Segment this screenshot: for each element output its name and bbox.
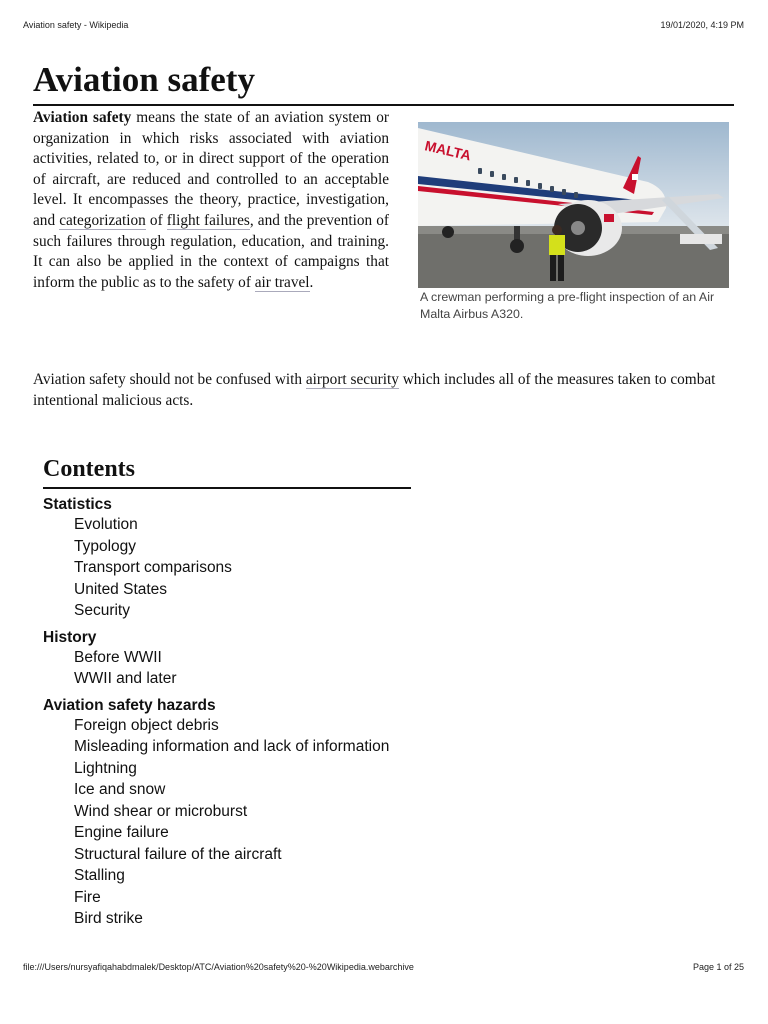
para2-text-2: which includes all of the measures taken to combat intentional malicious acts. [33,371,716,409]
print-footer-path: file:///Users/nursyafiqahabdmalek/Desktop/ATC/Aviation%20safety%20-%20Wikipedia.webarchive [23,962,414,972]
table-of-contents [43,452,411,930]
aircraft-photo[interactable] [418,122,729,288]
toc-heading-hazards[interactable]: Aviation safety hazards [43,696,216,714]
page-title: Aviation safety [33,58,734,106]
lead-text-1: means the state of an aviation system or organization in which risks associated with aviation activities, related to, or in direct support of the operation of aircraft, are reduced and controlled to an acceptable level. It encompasses the theory, practice, investigation, and [33,109,389,229]
toc-item-evolution[interactable]: Evolution [74,516,138,533]
toc-section-hazards [43,696,411,930]
infobox-figure [418,122,730,323]
toc-item-wwii-and-later[interactable]: WWII and later [74,670,177,687]
toc-item-ice-and-snow[interactable]: Ice and snow [74,781,166,798]
lead-text-4: . [309,273,314,291]
livery-text: MALTA [423,137,473,164]
toc-item-wind-shear[interactable]: Wind shear or microburst [74,802,248,820]
lead-paragraph [33,108,389,293]
toc-item-foreign-object-debris[interactable]: Foreign object debris [74,716,219,734]
print-header-title: Aviation safety - Wikipedia [23,20,129,30]
toc-item-security[interactable]: Security [74,602,130,619]
lead-text-2: of [145,211,167,229]
toc-item-misleading-information[interactable]: Misleading information and lack of information [74,738,390,755]
toc-item-bird-strike[interactable]: Bird strike [74,910,143,927]
lead-bold-term: Aviation safety [33,109,132,126]
toc-item-before-wwii[interactable]: Before WWII [74,648,162,666]
print-footer [23,962,744,972]
airport-security-link[interactable]: airport security [305,371,399,388]
toc-item-fire[interactable]: Fire [74,888,101,906]
toc-item-engine-failure[interactable]: Engine failure [74,824,169,841]
print-header [23,20,744,30]
toc-item-transport-comparisons[interactable]: Transport comparisons [74,559,232,576]
print-footer-page: Page 1 of 25 [692,962,744,972]
flight-failures-link[interactable]: flight failures [166,211,250,229]
print-header-datetime: 19/01/2020, 4:19 PM [660,20,744,30]
toc-heading-history[interactable]: History [43,628,97,646]
air-travel-link[interactable]: air travel [254,273,310,291]
categorization-link[interactable]: categorization [59,211,146,229]
security-paragraph [33,370,734,411]
lead-text-3: , and the prevention of such failures through regulation, education, and training. It can also be applied in the context of campaigns that inform the public as to the safety of [33,211,389,291]
toc-section-statistics [43,495,411,622]
toc-item-typology[interactable]: Typology [74,537,137,555]
toc-section-history [43,628,411,690]
figure-caption: A crewman performing a pre-flight inspection of an Air Malta Airbus A320. [420,290,715,321]
toc-item-stalling[interactable]: Stalling [74,867,125,884]
contents-title: Contents [43,452,411,489]
toc-item-structural-failure[interactable]: Structural failure of the aircraft [74,845,282,863]
toc-item-lightning[interactable]: Lightning [74,759,137,777]
para2-text-1: Aviation safety should not be confused with [33,371,306,388]
toc-item-united-states[interactable]: United States [74,580,168,598]
toc-heading-statistics[interactable]: Statistics [43,496,112,513]
